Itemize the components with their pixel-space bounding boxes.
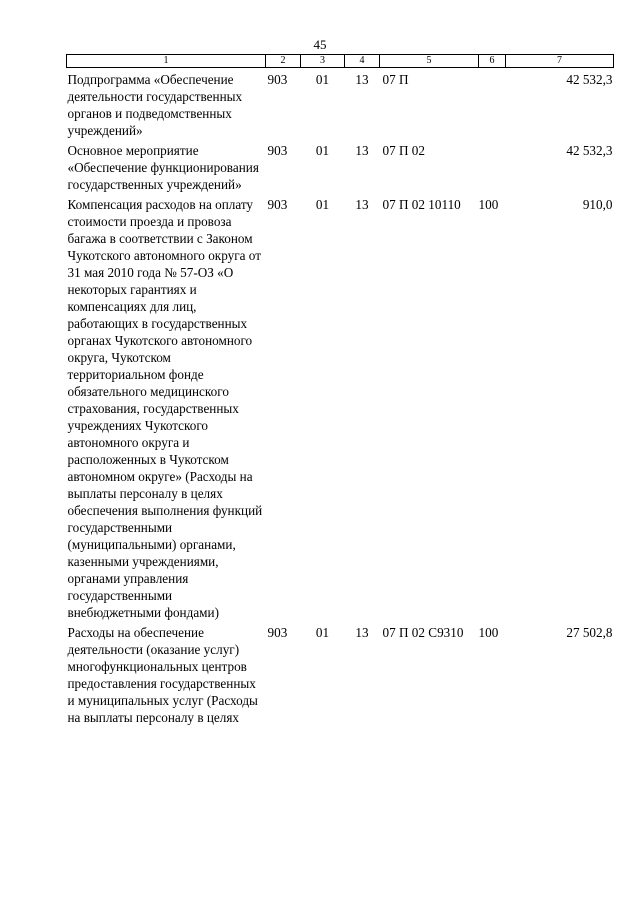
expense-type-code: 100 [478, 625, 499, 640]
expense-type-code: 100 [478, 197, 499, 212]
ministry-code: 903 [267, 197, 288, 212]
amount: 27 502,8 [566, 625, 613, 640]
expense-type-code [479, 139, 506, 193]
subsection-code: 13 [355, 143, 369, 158]
target-article-code: 07 П 02 С9310 [382, 625, 464, 640]
table-row [67, 193, 614, 621]
section-code: 01 [315, 143, 330, 158]
ministry-code: 903 [267, 625, 288, 640]
amount: 910,0 [582, 197, 613, 212]
subsection-code: 13 [355, 625, 369, 640]
ministry-code: 903 [267, 72, 288, 87]
amount: 42 532,3 [566, 72, 613, 87]
page-number: 45 [313, 37, 327, 52]
column-header-4: 4 [345, 55, 380, 68]
column-header-7: 7 [506, 55, 614, 68]
row-name: Расходы на обеспечение деятельности (оказание услуг) многофункциональных центров предоставления государственных и муниципальных услуг (Расходы на выплаты персоналу в целях [67, 625, 258, 725]
table-row [67, 139, 614, 193]
budget-table [66, 54, 614, 726]
subsection-code: 13 [355, 72, 369, 87]
section-code: 01 [315, 72, 330, 87]
target-article-code: 07 П [382, 72, 409, 87]
table-row [67, 621, 614, 726]
column-number-row [67, 55, 614, 68]
section-code: 01 [315, 625, 330, 640]
ministry-code: 903 [267, 143, 288, 158]
column-header-5: 5 [380, 55, 479, 68]
row-name: Компенсация расходов на оплату стоимости проезда и провоза багажа в соответствии с Законом Чукотского автономного округа от 31 мая 2010 года № 57-ОЗ «О некоторых гарантиях и компенсациях для лиц, работающих в государственных органах Чукотского автономного округа, Чукотском территориальном фонде обязательного медицинского страхования, государственных учреждениях Чукотского автономного округа и расположенных в Чукотском автономном округе» (Расходы на выплаты персоналу в целях обеспечения выполнения функций государственными (муниципальными) органами, казенными учреждениями, органами управления государственными внебюджетными фондами) [67, 197, 263, 620]
column-header-1: 1 [67, 55, 266, 68]
column-header-2: 2 [266, 55, 301, 68]
expense-type-code [479, 68, 506, 140]
target-article-code: 07 П 02 [382, 143, 425, 158]
subsection-code: 13 [355, 197, 369, 212]
amount: 42 532,3 [566, 143, 613, 158]
section-code: 01 [315, 197, 330, 212]
target-article-code: 07 П 02 10110 [382, 197, 461, 212]
column-header-3: 3 [301, 55, 345, 68]
column-header-6: 6 [479, 55, 506, 68]
row-name: Основное мероприятие «Обеспечение функционирования государственных учреждений» [67, 143, 259, 192]
table-row [67, 68, 614, 140]
row-name: Подпрограмма «Обеспечение деятельности государственных органов и подведомственных учреждений» [67, 72, 243, 138]
